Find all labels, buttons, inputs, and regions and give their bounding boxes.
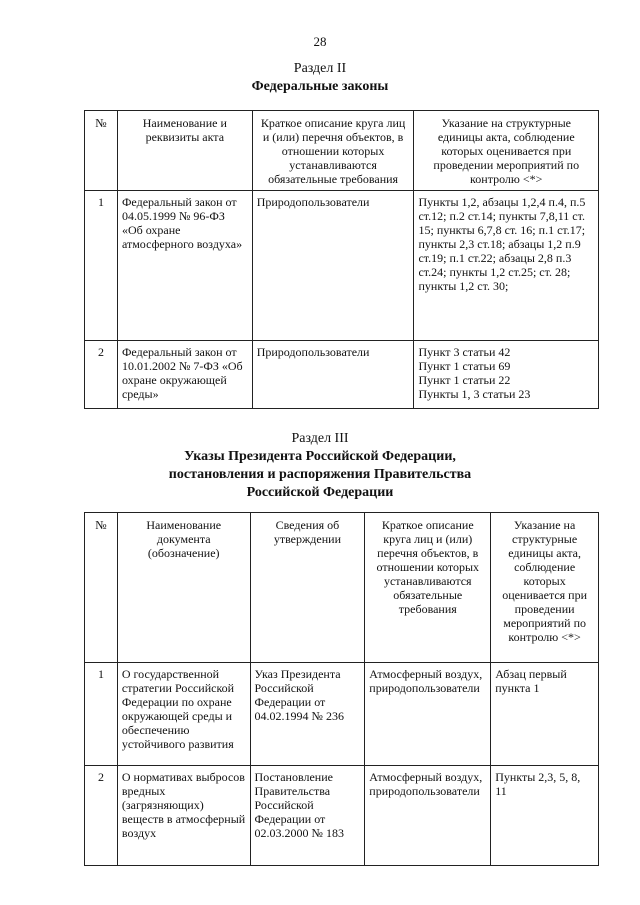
structural-units: Абзац первый пункта 1	[491, 663, 599, 766]
row-number: 1	[85, 191, 118, 341]
section-2-title: Раздел II	[293, 61, 347, 76]
column-header-scope: Краткое описание круга лиц и (или) перечня объектов, в отношении которых устанавливаются обязательные требования	[365, 513, 491, 663]
units-line: Пункт 1 статьи 22	[418, 373, 511, 387]
row-number: 2	[85, 341, 118, 409]
table-header-row	[85, 513, 599, 663]
row-number: 1	[85, 663, 118, 766]
table-header-row	[85, 111, 599, 191]
table-row	[85, 191, 599, 341]
scope: Атмосферный воздух, природопользователи	[365, 766, 491, 866]
row-number: 2	[85, 766, 118, 866]
column-header-units: Указание на структурные единицы акта, соблюдение которых оценивается при проведении мероприятий по контролю <*>	[414, 111, 599, 191]
structural-units	[414, 341, 599, 409]
table-row	[85, 341, 599, 409]
section-2-heading: Федеральные законы	[251, 79, 389, 94]
document-name: О государственной стратегии Российской Федерации по охране окружающей среды и обеспечению устойчивого развития	[117, 663, 250, 766]
approval-info: Указ Президента Российской Федерации от 04.02.1994 № 236	[250, 663, 365, 766]
column-header-approval: Сведения об утверждении	[250, 513, 365, 663]
act-name: Федеральный закон от 04.05.1999 № 96-ФЗ «Об охране атмосферного воздуха»	[117, 191, 252, 341]
column-header-number: №	[85, 111, 118, 191]
column-header-units: Указание на структурные единицы акта, соблюдение которых оценивается при проведении мероприятий по контролю <*>	[491, 513, 599, 663]
section-3-heading-line: Российской Федерации	[246, 485, 394, 500]
scope: Природопользователи	[252, 341, 414, 409]
column-header-number: №	[85, 513, 118, 663]
document-name: О нормативах выбросов вредных (загрязняющих) веществ в атмосферный воздух	[117, 766, 250, 866]
table-row	[85, 663, 599, 766]
column-header-scope: Краткое описание круга лиц и (или) перечня объектов, в отношении которых устанавливаются обязательные требования	[252, 111, 414, 191]
table-row	[85, 766, 599, 866]
section-3-title: Раздел III	[291, 431, 349, 446]
column-header-name: Наименование и реквизиты акта	[117, 111, 252, 191]
federal-laws-table	[84, 110, 599, 409]
act-name: Федеральный закон от 10.01.2002 № 7-ФЗ «Об охране окружающей среды»	[117, 341, 252, 409]
units-line: Пункты 1, 3 статьи 23	[418, 387, 531, 401]
units-line: Пункт 1 статьи 69	[418, 359, 511, 373]
page-number: 28	[313, 34, 327, 49]
scope: Атмосферный воздух, природопользователи	[365, 663, 491, 766]
column-header-name: Наименование документа (обозначение)	[117, 513, 250, 663]
scope: Природопользователи	[252, 191, 414, 341]
section-3-heading-line: Указы Президента Российской Федерации,	[184, 449, 456, 464]
structural-units: Пункты 1,2, абзацы 1,2,4 п.4, п.5 ст.12; п.2 ст.14; пункты 7,8,11 ст. 15; пункты 6,7,8 ст. 16; п.1 ст.17; пункты 2,3 ст.18; абзацы 1,2 п.9 ст.19; п.1 ст.22; абзацы 2,8 п.3 ст.24; пункты 1,2 ст.25; ст. 28; пункты 1,2 ст. 30;	[414, 191, 599, 341]
approval-info: Постановление Правительства Российской Федерации от 02.03.2000 № 183	[250, 766, 365, 866]
decrees-table	[84, 512, 599, 866]
section-3-heading-line: постановления и распоряжения Правительства	[168, 467, 472, 482]
units-line: Пункт 3 статьи 42	[418, 345, 511, 359]
section-3-heading	[0, 448, 640, 502]
structural-units: Пункты 2,3, 5, 8, 11	[491, 766, 599, 866]
